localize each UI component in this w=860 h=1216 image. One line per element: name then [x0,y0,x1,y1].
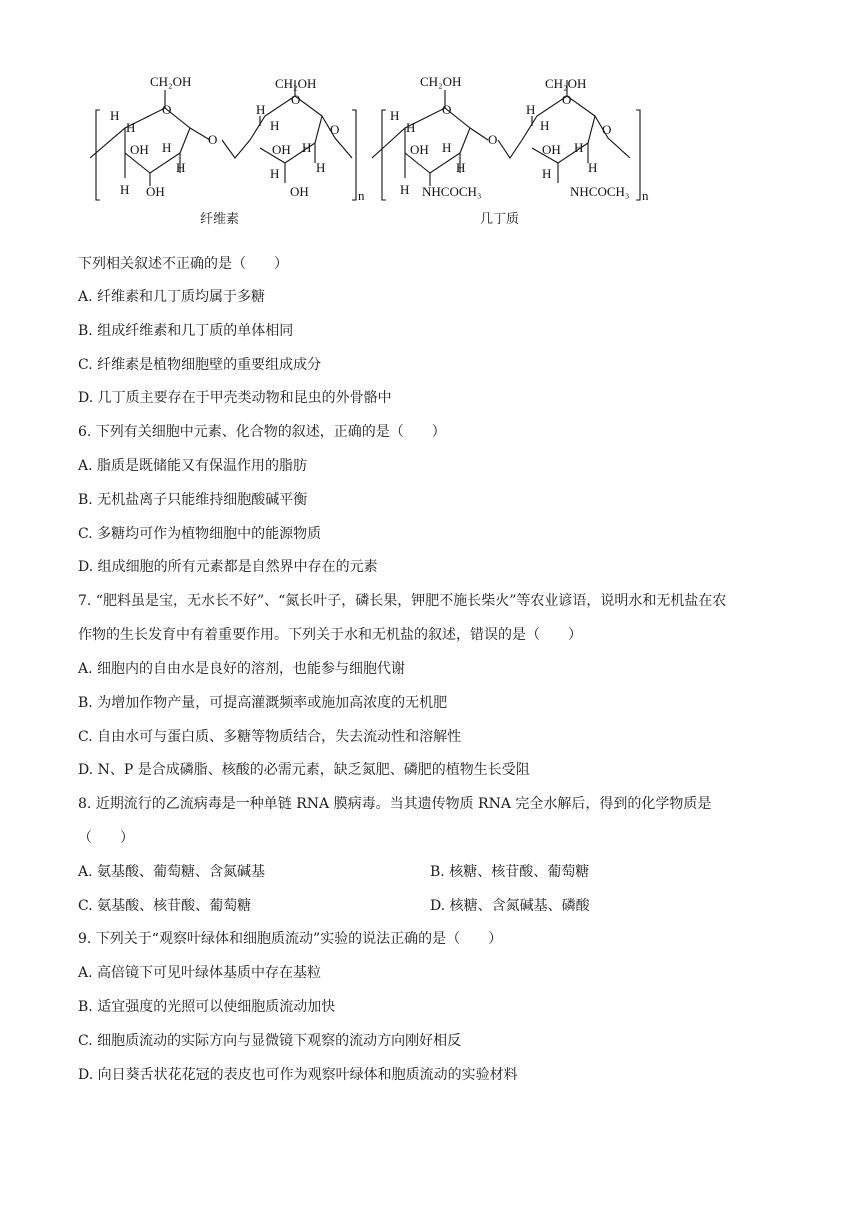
polysaccharide-structure-figure [90,68,670,238]
cellulose-h-8: H [302,140,312,155]
q6-stem: 6. 下列有关细胞中元素、化合物的叙述，正确的是（ ） [78,424,446,440]
chitin-link-o: O [488,132,498,147]
cellulose-h-7: H [270,118,280,133]
q5-option-d: D. 几丁质主要存在于甲壳类动物和昆虫的外骨骼中 [78,390,392,406]
q6-option-a: A. 脂质是既储能又有保温作用的脂肪 [78,458,308,474]
q7-option-c: C. 自由水可与蛋白质、多糖等物质结合，失去流动性和溶解性 [78,729,462,745]
q8-option-b: B. 核糖、核苷酸、葡萄糖 [430,864,590,880]
q8-option-a: A. 氨基酸、葡萄糖、含氮碱基 [78,864,266,880]
q6-option-b: B. 无机盐离子只能维持细胞酸碱平衡 [78,492,308,508]
chitin-ring-o-2: O [562,92,572,107]
chitin-nhcoch3-1: NHCOCH₃ [422,184,482,199]
cellulose-h-10: H [316,160,326,175]
chitin-h-1: H [390,108,400,123]
chitin-h-2: H [406,120,416,135]
q8-stem-line2: （ ） [78,830,134,846]
caption-cellulose: 纤维素 [200,212,240,227]
cellulose-h-2: H [126,120,136,135]
chitin-link-o-2: O [602,122,612,137]
q5-option-a: A. 纤维素和几丁质均属于多糖 [78,289,266,305]
chitin-h-9: H [542,166,552,181]
chitin-h-10: H [588,160,598,175]
cellulose-h-4: H [120,182,130,197]
q7-stem-line1: 7. “肥料虽是宝，无水长不好”、“氮长叶子，磷长果，钾肥不施长柴火”等农业谚语，说明水和无机盐在农 [78,593,727,609]
cellulose-h-3: H [162,140,172,155]
cellulose-ch2oh-1: CH₂OH [150,74,192,89]
cellulose-ring-o-2: O [291,92,301,107]
q7-option-a: A. 细胞内的自由水是良好的溶剂，也能参与细胞代谢 [78,661,406,677]
cellulose-oh-1: OH [130,142,149,157]
q9-option-c: C. 细胞质流动的实际方向与显微镜下观察的流动方向刚好相反 [78,1033,462,1049]
q7-option-b: B. 为增加作物产量，可提高灌溉频率或施加高浓度的无机肥 [78,695,448,711]
chitin-h-4: H [400,182,410,197]
cellulose-link-o: O [208,132,218,147]
structure-diagram [90,68,670,238]
chitin-ring-o-1: O [442,102,452,117]
q8-stem-line1: 8. 近期流行的乙流病毒是一种单链 RNA 膜病毒。当其遗传物质 RNA 完全水解后，得到的化学物质是 [78,796,712,812]
cellulose-h-5: H [176,160,186,175]
q6-option-c: C. 多糖均可作为植物细胞中的能源物质 [78,526,322,542]
q5-option-c: C. 纤维素是植物细胞壁的重要组成成分 [78,357,322,373]
q9-option-b: B. 适宜强度的光照可以使细胞质流动加快 [78,999,336,1015]
q7-stem-line2: 作物的生长发育中有着重要作用。下列关于水和无机盐的叙述，错误的是（ ） [78,627,582,643]
q9-stem: 9. 下列关于“观察叶绿体和细胞质流动”实验的说法正确的是（ ） [78,931,503,947]
cellulose-oh-3: OH [272,142,291,157]
cellulose-ring-o-1: O [162,102,172,117]
chitin-h-6: H [526,102,536,117]
q8-option-d: D. 核糖、含氮碱基、磷酸 [430,898,590,914]
cellulose-oh-4: OH [290,184,309,199]
chitin-oh-1: OH [410,142,429,157]
cellulose-oh-2: OH [146,184,165,199]
chitin-ch2oh-1: CH₂OH [420,74,462,89]
caption-chitin: 几丁质 [480,212,520,227]
chitin-nhcoch3-2: NHCOCH₃ [570,184,630,199]
chitin-h-8: H [574,140,584,155]
chitin-n: n [642,188,649,203]
q7-option-d: D. N、P 是合成磷脂、核酸的必需元素，缺乏氮肥、磷肥的植物生长受阻 [78,762,530,778]
q5-stem: 下列相关叙述不正确的是（ ） [78,256,288,272]
chitin-ch2oh-2: CH₂OH [545,76,587,91]
cellulose-h-6: H [256,102,266,117]
q9-option-a: A. 高倍镜下可见叶绿体基质中存在基粒 [78,965,322,981]
cellulose-h-9: H [270,166,280,181]
q5-option-b: B. 组成纤维素和几丁质的单体相同 [78,323,294,339]
cellulose-ch2oh-2: CH₂OH [275,76,317,91]
cellulose-n: n [358,188,365,203]
cellulose-link-o-2: O [330,122,340,137]
chitin-h-5: H [456,160,466,175]
chitin-oh-2: OH [542,142,561,157]
q6-option-d: D. 组成细胞的所有元素都是自然界中存在的元素 [78,559,378,575]
cellulose-h-1: H [110,108,120,123]
chitin-h-7: H [540,118,550,133]
q9-option-d: D. 向日葵舌状花花冠的表皮也可作为观察叶绿体和胞质流动的实验材料 [78,1067,518,1083]
q8-option-c: C. 氨基酸、核苷酸、葡萄糖 [78,898,252,914]
chitin-h-3: H [442,140,452,155]
